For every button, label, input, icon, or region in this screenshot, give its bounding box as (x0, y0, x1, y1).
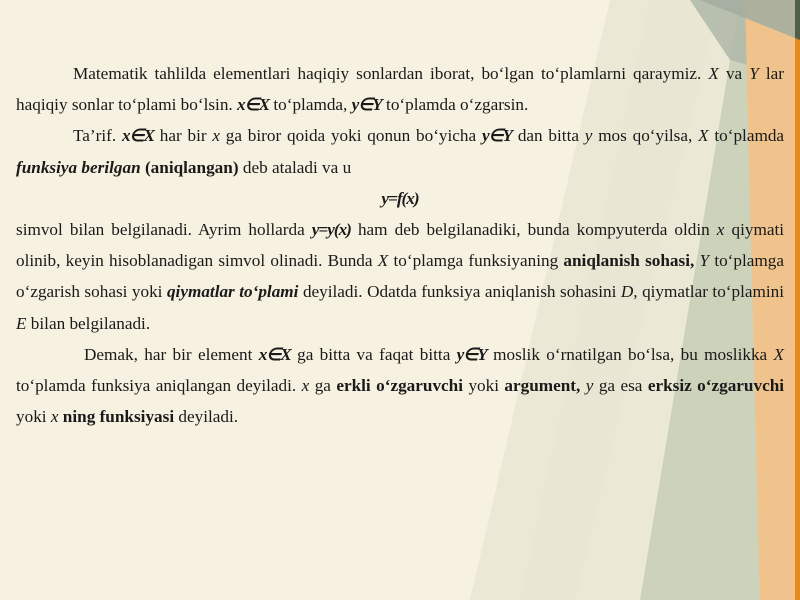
text: bilan belgilanadi. (30, 313, 151, 333)
math-x: x (50, 407, 59, 427)
formula-y-f-x: y=f(x) (381, 188, 419, 208)
text: to‘plamga funksiyaning (393, 251, 559, 271)
math-X: X (708, 64, 719, 83)
term-argument: argument, (504, 376, 581, 396)
paragraph-3 (16, 214, 784, 339)
math-y: y (585, 376, 594, 396)
term-aniqlanish-sohasi: aniqlanish sohasi, (563, 251, 695, 271)
text: dan bitta (517, 126, 579, 146)
formula-y-in-Y: y∈Y (351, 95, 382, 115)
text: Demak, har bir element (84, 344, 253, 364)
formula-y-y-x: y=y(x) (311, 220, 351, 240)
math-Y: Y (749, 64, 759, 83)
definition-label: Ta’rif. (73, 126, 117, 146)
text: simvol bilan belgilanadi. Ayrim hollarda (16, 220, 305, 240)
term-funksiya-berilgan: funksiya berilgan (16, 157, 141, 177)
term-qiymatlar-toplami: qiymatlar to‘plami (166, 282, 299, 302)
text: ga esa (598, 376, 643, 396)
math-x: x (716, 220, 725, 240)
term-aniqlangan: (aniqlangan) (144, 157, 239, 177)
math-D: D (620, 282, 634, 302)
text: deb ataladi va u (242, 157, 352, 177)
text: , qiymatlar to‘plamini (633, 282, 785, 302)
text: yoki (468, 376, 499, 396)
formula-y-in-Y: y∈Y (456, 344, 487, 364)
text: to‘plamda (714, 126, 785, 146)
text: to‘plamda o‘zgarsin. (386, 95, 529, 115)
text: mos qo‘yilsa, (598, 126, 693, 146)
text: to‘plamga o‘zgarish sohasi yoki (16, 251, 784, 302)
formula-line (16, 183, 784, 214)
text: to‘plamda, (273, 95, 348, 115)
math-X: X (377, 251, 389, 271)
formula-x-in-X: x∈X (237, 95, 270, 115)
text: deyiladi. Odatda funksiya aniqlanish sohasini (302, 282, 617, 302)
text: deyiladi. (178, 407, 239, 427)
math-X: X (773, 344, 785, 364)
term-erkli-ozgaruvchi: erkli o‘zgaruvchi (336, 376, 464, 396)
text: to‘plamda funksiya aniqlangan deyiladi. (16, 376, 297, 396)
text: ham deb belgilanadiki, bunda kompyuterda oldin (357, 220, 710, 240)
paragraph-1 (16, 58, 784, 120)
math-X: X (698, 126, 709, 146)
text: qiymati olinib, keyin hisoblanadigan simvol olinadi. Bunda (16, 220, 784, 271)
text: lar haqiqiy sonlar to‘plami bo‘lsin. (16, 64, 785, 115)
text: ga biror qoida yoki qonun bo‘yicha (225, 126, 477, 146)
math-y: y (584, 126, 593, 146)
text: va (725, 64, 743, 83)
formula-y-in-Y: y∈Y (481, 126, 513, 146)
term-ning-funksiyasi: ning funksiyasi (62, 407, 175, 427)
text: har bir (159, 126, 207, 146)
formula-x-in-X: x∈X (121, 126, 154, 146)
paragraph-definition (16, 120, 784, 182)
text: ga (314, 376, 331, 396)
text: Matematik tahlilda elementlari haqiqiy sonlardan iborat, bo‘lgan to‘plamlarni qaraymiz. (73, 64, 702, 83)
math-Y: Y (699, 251, 710, 271)
slide-text (16, 58, 784, 432)
term-erksiz-ozgaruvchi: erksiz o‘zgaruvchi (647, 376, 785, 396)
text: moslik o‘rnatilgan bo‘lsa, bu moslikka (493, 344, 768, 364)
paragraph-4 (16, 339, 784, 433)
math-x: x (212, 126, 221, 146)
text: yoki (16, 407, 47, 427)
formula-x-in-X: x∈X (258, 344, 291, 364)
text: ga bitta va faqat bitta (297, 344, 451, 364)
math-E: E (16, 313, 27, 333)
math-x: x (301, 376, 310, 396)
